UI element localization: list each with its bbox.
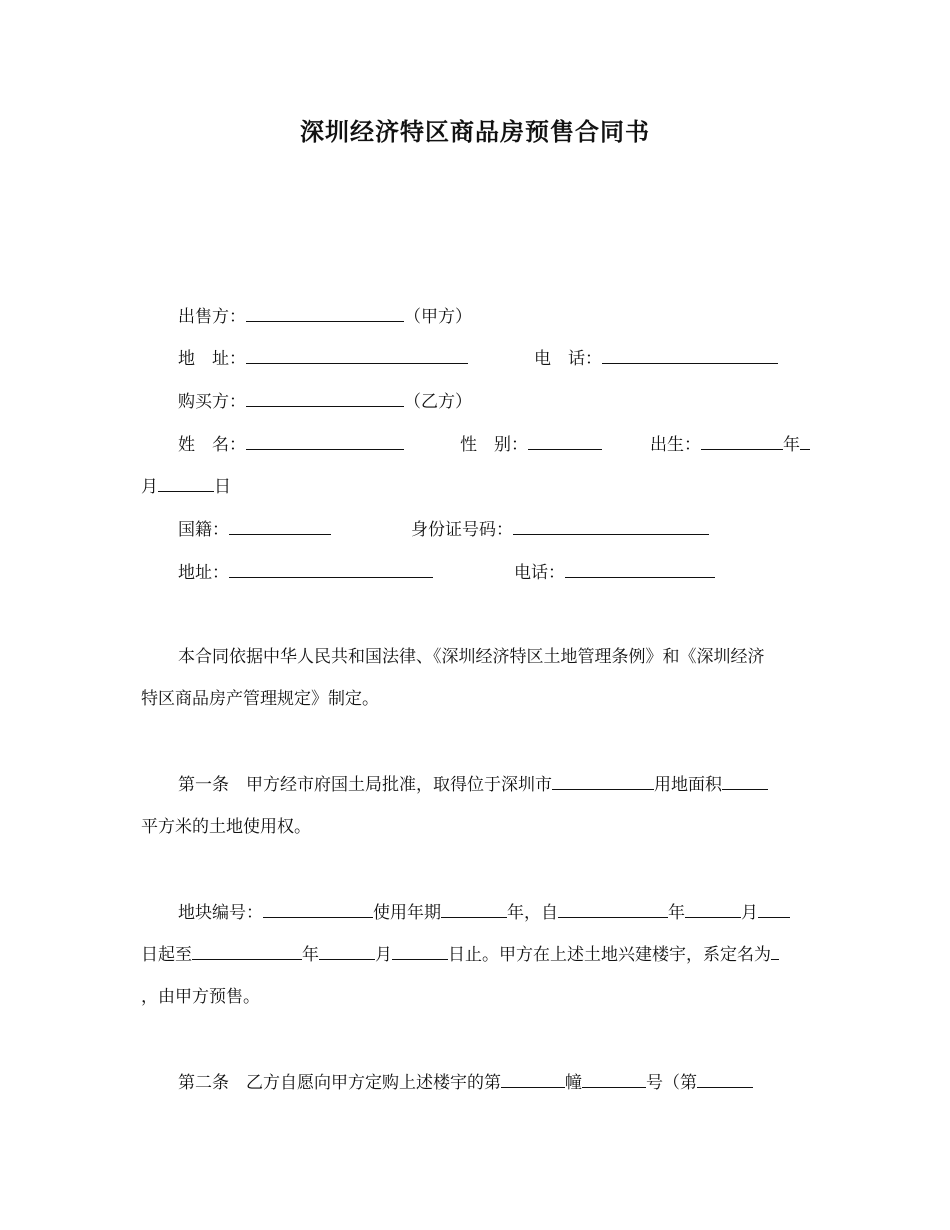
- gender-row: [460, 432, 602, 456]
- start-day-unit: 日起至: [141, 945, 192, 965]
- location-blank[interactable]: [552, 772, 654, 790]
- id-label: 身份证号码：: [411, 520, 513, 540]
- buyer-phone-row: [514, 560, 715, 584]
- buyer-phone-label: 电话：: [514, 563, 565, 583]
- seller-suffix: （甲方）: [404, 307, 472, 327]
- name-blank[interactable]: [246, 432, 404, 450]
- end-month-blank[interactable]: [319, 942, 375, 960]
- end-day-blank[interactable]: [392, 942, 448, 960]
- buyer-row: [178, 389, 472, 413]
- birth-month-unit: 月: [141, 477, 158, 497]
- nationality-blank[interactable]: [229, 517, 331, 535]
- buyer-address-label: 地址：: [178, 563, 229, 583]
- buyer-name-blank[interactable]: [246, 389, 404, 407]
- buyer-address-row: [178, 560, 433, 584]
- nationality-row: [178, 517, 331, 541]
- article1-text-b: 用地面积: [654, 775, 722, 795]
- birth-day-blank[interactable]: [158, 474, 214, 492]
- birth-row: [650, 432, 810, 456]
- start-year-blank[interactable]: [558, 900, 668, 918]
- seller-phone-row: [534, 346, 778, 370]
- plot-line-2: [141, 942, 779, 966]
- end-day-text: 日止。甲方在上述土地兴建楼宇，系定名为: [448, 945, 771, 965]
- seller-row: [178, 304, 472, 328]
- building-number-blank[interactable]: [501, 1070, 565, 1088]
- birth-day-unit: 日: [214, 477, 231, 497]
- term-year-from: 年，自: [507, 903, 558, 923]
- plot-line-3: ，由甲方预售。: [141, 987, 260, 1007]
- start-year-unit: 年: [668, 903, 685, 923]
- plot-number-blank[interactable]: [263, 900, 373, 918]
- start-month-blank[interactable]: [685, 900, 741, 918]
- article1-line-1: [178, 772, 768, 796]
- birth-label: 出生：: [650, 435, 701, 455]
- seller-label: 出售方：: [178, 307, 246, 327]
- gender-blank[interactable]: [528, 432, 602, 450]
- article2-line-1: [178, 1070, 753, 1094]
- seller-name-blank[interactable]: [246, 304, 404, 322]
- start-month-unit: 月: [741, 903, 758, 923]
- document-title: 深圳经济特区商品房预售合同书: [300, 118, 650, 146]
- term-blank[interactable]: [441, 900, 507, 918]
- birth-row-cont: [141, 474, 231, 498]
- seller-phone-label: 电 话：: [534, 349, 602, 369]
- birth-year-unit: 年: [783, 435, 800, 455]
- article1-heading: 第一条: [178, 775, 229, 795]
- unit-label: 号（第: [646, 1073, 697, 1093]
- floor-blank[interactable]: [697, 1070, 753, 1088]
- seller-address-label: 地 址：: [178, 349, 246, 369]
- name-label: 姓 名：: [178, 435, 246, 455]
- end-month-unit: 月: [375, 945, 392, 965]
- building-name-blank[interactable]: [771, 942, 779, 960]
- area-blank[interactable]: [722, 772, 768, 790]
- end-year-blank[interactable]: [192, 942, 302, 960]
- seller-address-row: [178, 346, 468, 370]
- unit-number-blank[interactable]: [582, 1070, 646, 1088]
- buyer-name-row: [178, 432, 404, 456]
- nationality-label: 国籍：: [178, 520, 229, 540]
- birth-month-blank[interactable]: [800, 432, 810, 450]
- building-unit: 幢: [565, 1073, 582, 1093]
- buyer-phone-blank[interactable]: [565, 560, 715, 578]
- preamble-line-2: 特区商品房产管理规定》制定。: [141, 689, 379, 709]
- term-label: 使用年期: [373, 903, 441, 923]
- birth-year-blank[interactable]: [701, 432, 783, 450]
- start-day-blank[interactable]: [758, 900, 790, 918]
- seller-phone-blank[interactable]: [602, 346, 778, 364]
- article1-text-a: 甲方经市府国土局批准，取得位于深圳市: [246, 775, 552, 795]
- buyer-suffix: （乙方）: [404, 392, 472, 412]
- id-blank[interactable]: [513, 517, 709, 535]
- article2-heading: 第二条: [178, 1073, 229, 1093]
- preamble-line-1: 本合同依据中华人民共和国法律、《深圳经济特区土地管理条例》和《深圳经济: [178, 647, 765, 667]
- buyer-label: 购买方：: [178, 392, 246, 412]
- end-year-unit: 年: [302, 945, 319, 965]
- plot-label: 地块编号：: [178, 903, 263, 923]
- seller-address-blank[interactable]: [246, 346, 468, 364]
- gender-label: 性 别：: [460, 435, 528, 455]
- article1-line-2: 平方米的土地使用权。: [141, 817, 311, 837]
- article2-text-a: 乙方自愿向甲方定购上述楼宇的第: [246, 1073, 501, 1093]
- id-row: [411, 517, 709, 541]
- plot-line-1: [178, 900, 790, 924]
- buyer-address-blank[interactable]: [229, 560, 433, 578]
